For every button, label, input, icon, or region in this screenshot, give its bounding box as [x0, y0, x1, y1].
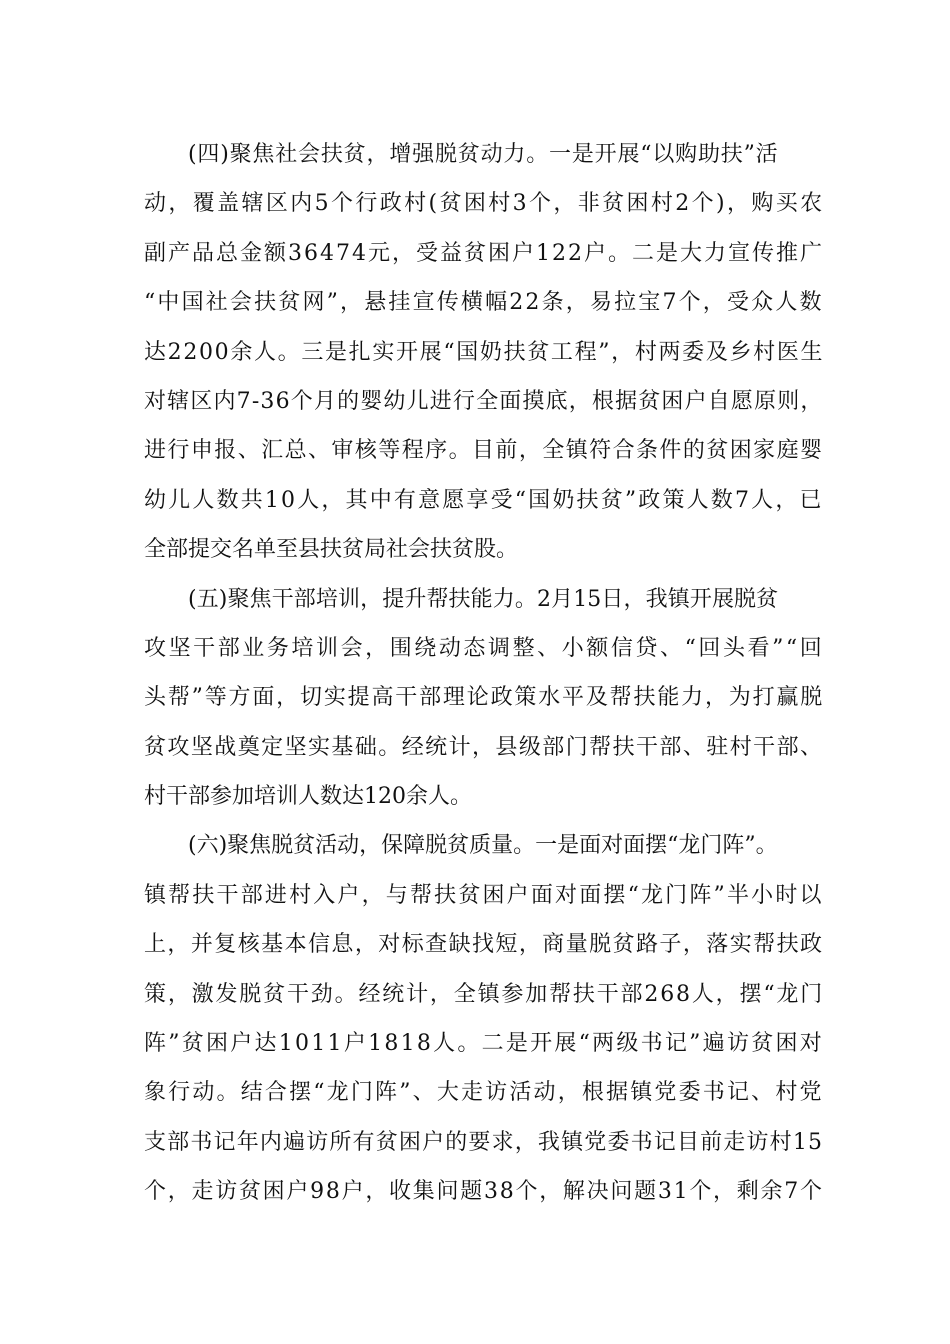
text-line: 村干部参加培训人数达120余人。 — [144, 784, 472, 810]
text-line: 进行申报、汇总、审核等程序。目前，全镇符合条件的贫困家庭婴 — [144, 438, 824, 464]
text-line: 镇帮扶干部进村入户，与帮扶贫困户面对面摆“龙门阵”半小时以 — [144, 882, 824, 908]
text-line: (五)聚焦干部培训，提升帮扶能力。2月15日，我镇开展脱贫 — [188, 586, 779, 612]
text-line: 动，覆盖辖区内5个行政村(贫困村3个，非贫困村2个)，购买农 — [144, 191, 825, 217]
text-line: 攻坚干部业务培训会，围绕动态调整、小额信贷、“回头看”“回 — [144, 635, 825, 661]
text-line: 个，走访贫困户98户，收集问题38个，解决问题31个，剩余7个 — [144, 1179, 824, 1205]
text-line: (四)聚焦社会扶贫，增强脱贫动力。一是开展“以购助扶”活 — [188, 142, 779, 167]
text-line: 全部提交名单至县扶贫局社会扶贫股。 — [144, 537, 519, 563]
text-line: (六)聚焦脱贫活动，保障脱贫质量。一是面对面摆“龙门阵”。 — [188, 833, 778, 859]
text-line: 幼儿人数共10人，其中有意愿享受“国奶扶贫”政策人数7人，已 — [144, 487, 824, 513]
document-body — [144, 130, 825, 1217]
text-line: 策，激发脱贫干劲。经统计，全镇参加帮扶干部268人，摆“龙门 — [144, 981, 825, 1007]
paragraph-poverty-activities — [144, 821, 825, 1216]
text-line: 副产品总金额36474元，受益贫困户122户。二是大力宣传推广 — [144, 240, 824, 266]
text-line: 支部书记年内遍访所有贫困户的要求，我镇党委书记目前走访村15 — [144, 1129, 824, 1155]
text-line: 上，并复核基本信息，对标查缺找短，商量脱贫路子，落实帮扶政 — [144, 932, 824, 958]
text-line: 贫攻坚战奠定坚实基础。经统计，县级部门帮扶干部、驻村干部、 — [144, 734, 824, 760]
text-line: 对辖区内7-36个月的婴幼儿进行全面摸底，根据贫困户自愿原则， — [144, 388, 824, 414]
text-line: 阵”贫困户达1011户1818人。二是开展“两级书记”遍访贫困对 — [144, 1031, 824, 1057]
text-line: 达2200余人。三是扎实开展“国奶扶贫工程”，村两委及乡村医生 — [144, 339, 825, 365]
text-line: 头帮”等方面，切实提高干部理论政策水平及帮扶能力，为打赢脱 — [144, 685, 825, 711]
text-line: “中国社会扶贫网”，悬挂宣传横幅22条，易拉宝7个，受众人数 — [144, 290, 824, 316]
text-line: 象行动。结合摆“龙门阵”、大走访活动，根据镇党委书记、村党 — [144, 1080, 824, 1106]
paragraph-social-poverty-alleviation — [144, 130, 825, 575]
paragraph-cadre-training — [144, 575, 825, 822]
